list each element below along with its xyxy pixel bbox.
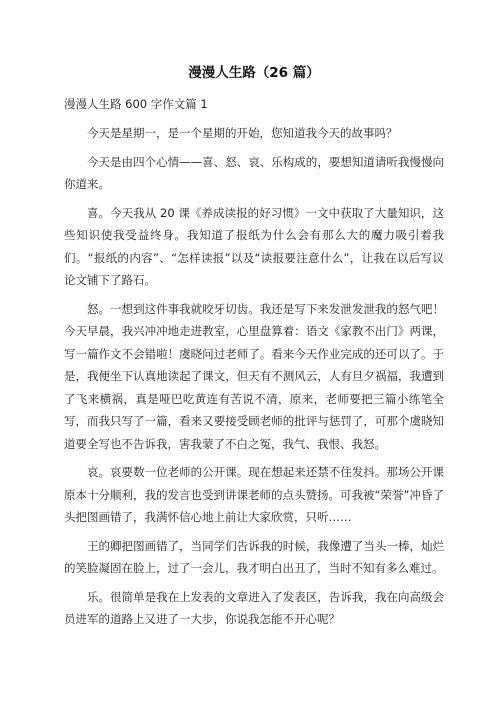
document-title: 漫漫人生路（26 篇）: [188, 65, 320, 81]
paragraph: 哀。哀要数一位老师的公开课。现在想起来还禁不住发抖。那场公开课原本十分顺利，我的发言也受到讲课老师的点头赞扬。可我被“荣誉”冲昏了头把图画错了，我满怀信心地上前让大家欣赏，只听……: [64, 465, 444, 524]
document-subtitle: 漫漫人生路 600 字作文篇 1: [64, 97, 208, 111]
paragraph: 乐。很简单是我在上发表的文章进入了发表区，告诉我，我在向高级会员进军的道路上又进了一大步，你说我怎能不开心呢？: [64, 589, 444, 626]
paragraph: 怒。一想到这件事我就咬牙切齿。我还是写下来发泄发泄我的怒气吧！今天早晨，我兴冲冲地走进教室，心里盘算着：语文《家教不出门》两课，写一篇作文不会错啦！虞晓问过老师了。看来今天作业完成的还可以了。于是，我便坐下认真地读起了课文，但天有不测风云，人有旦夕祸福，我遭到了飞来横祸，真是哑巴吃黄连有苦说不清，原来，老师要把三篇小练笔全写，而我只写了一篇，看来又要接受顾老师的批评与惩罚了，可那个虞晓知道要全写也不告诉我，害我蒙了不白之冤，我气、我恨、我怒。: [64, 301, 444, 451]
paragraph: 今天是星期一，是一个星期的开始，您知道我今天的故事吗？: [87, 126, 398, 140]
paragraph: 今天是由四个心情——喜、怒、哀、乐构成的，要想知道请听我慢慢向你道来。: [64, 154, 444, 191]
paragraph: 喜。今天我从 20 课《养成读报的好习惯》一文中获取了大量知识，这些知识使我受益终身。我知道了报纸为什么会有那么大的魔力吸引着我们。“报纸的内容”、“怎样读报”以及“读报要注意什么”，让我在以后写议论文铺下了路石。: [64, 205, 444, 287]
paragraph: 王的卿把图画错了，当同学们告诉我的时候，我像遭了当头一棒，灿烂的笑脸凝固在脸上，过了一会儿，我才明白出丑了，当时不知有多么难过。: [64, 538, 444, 575]
